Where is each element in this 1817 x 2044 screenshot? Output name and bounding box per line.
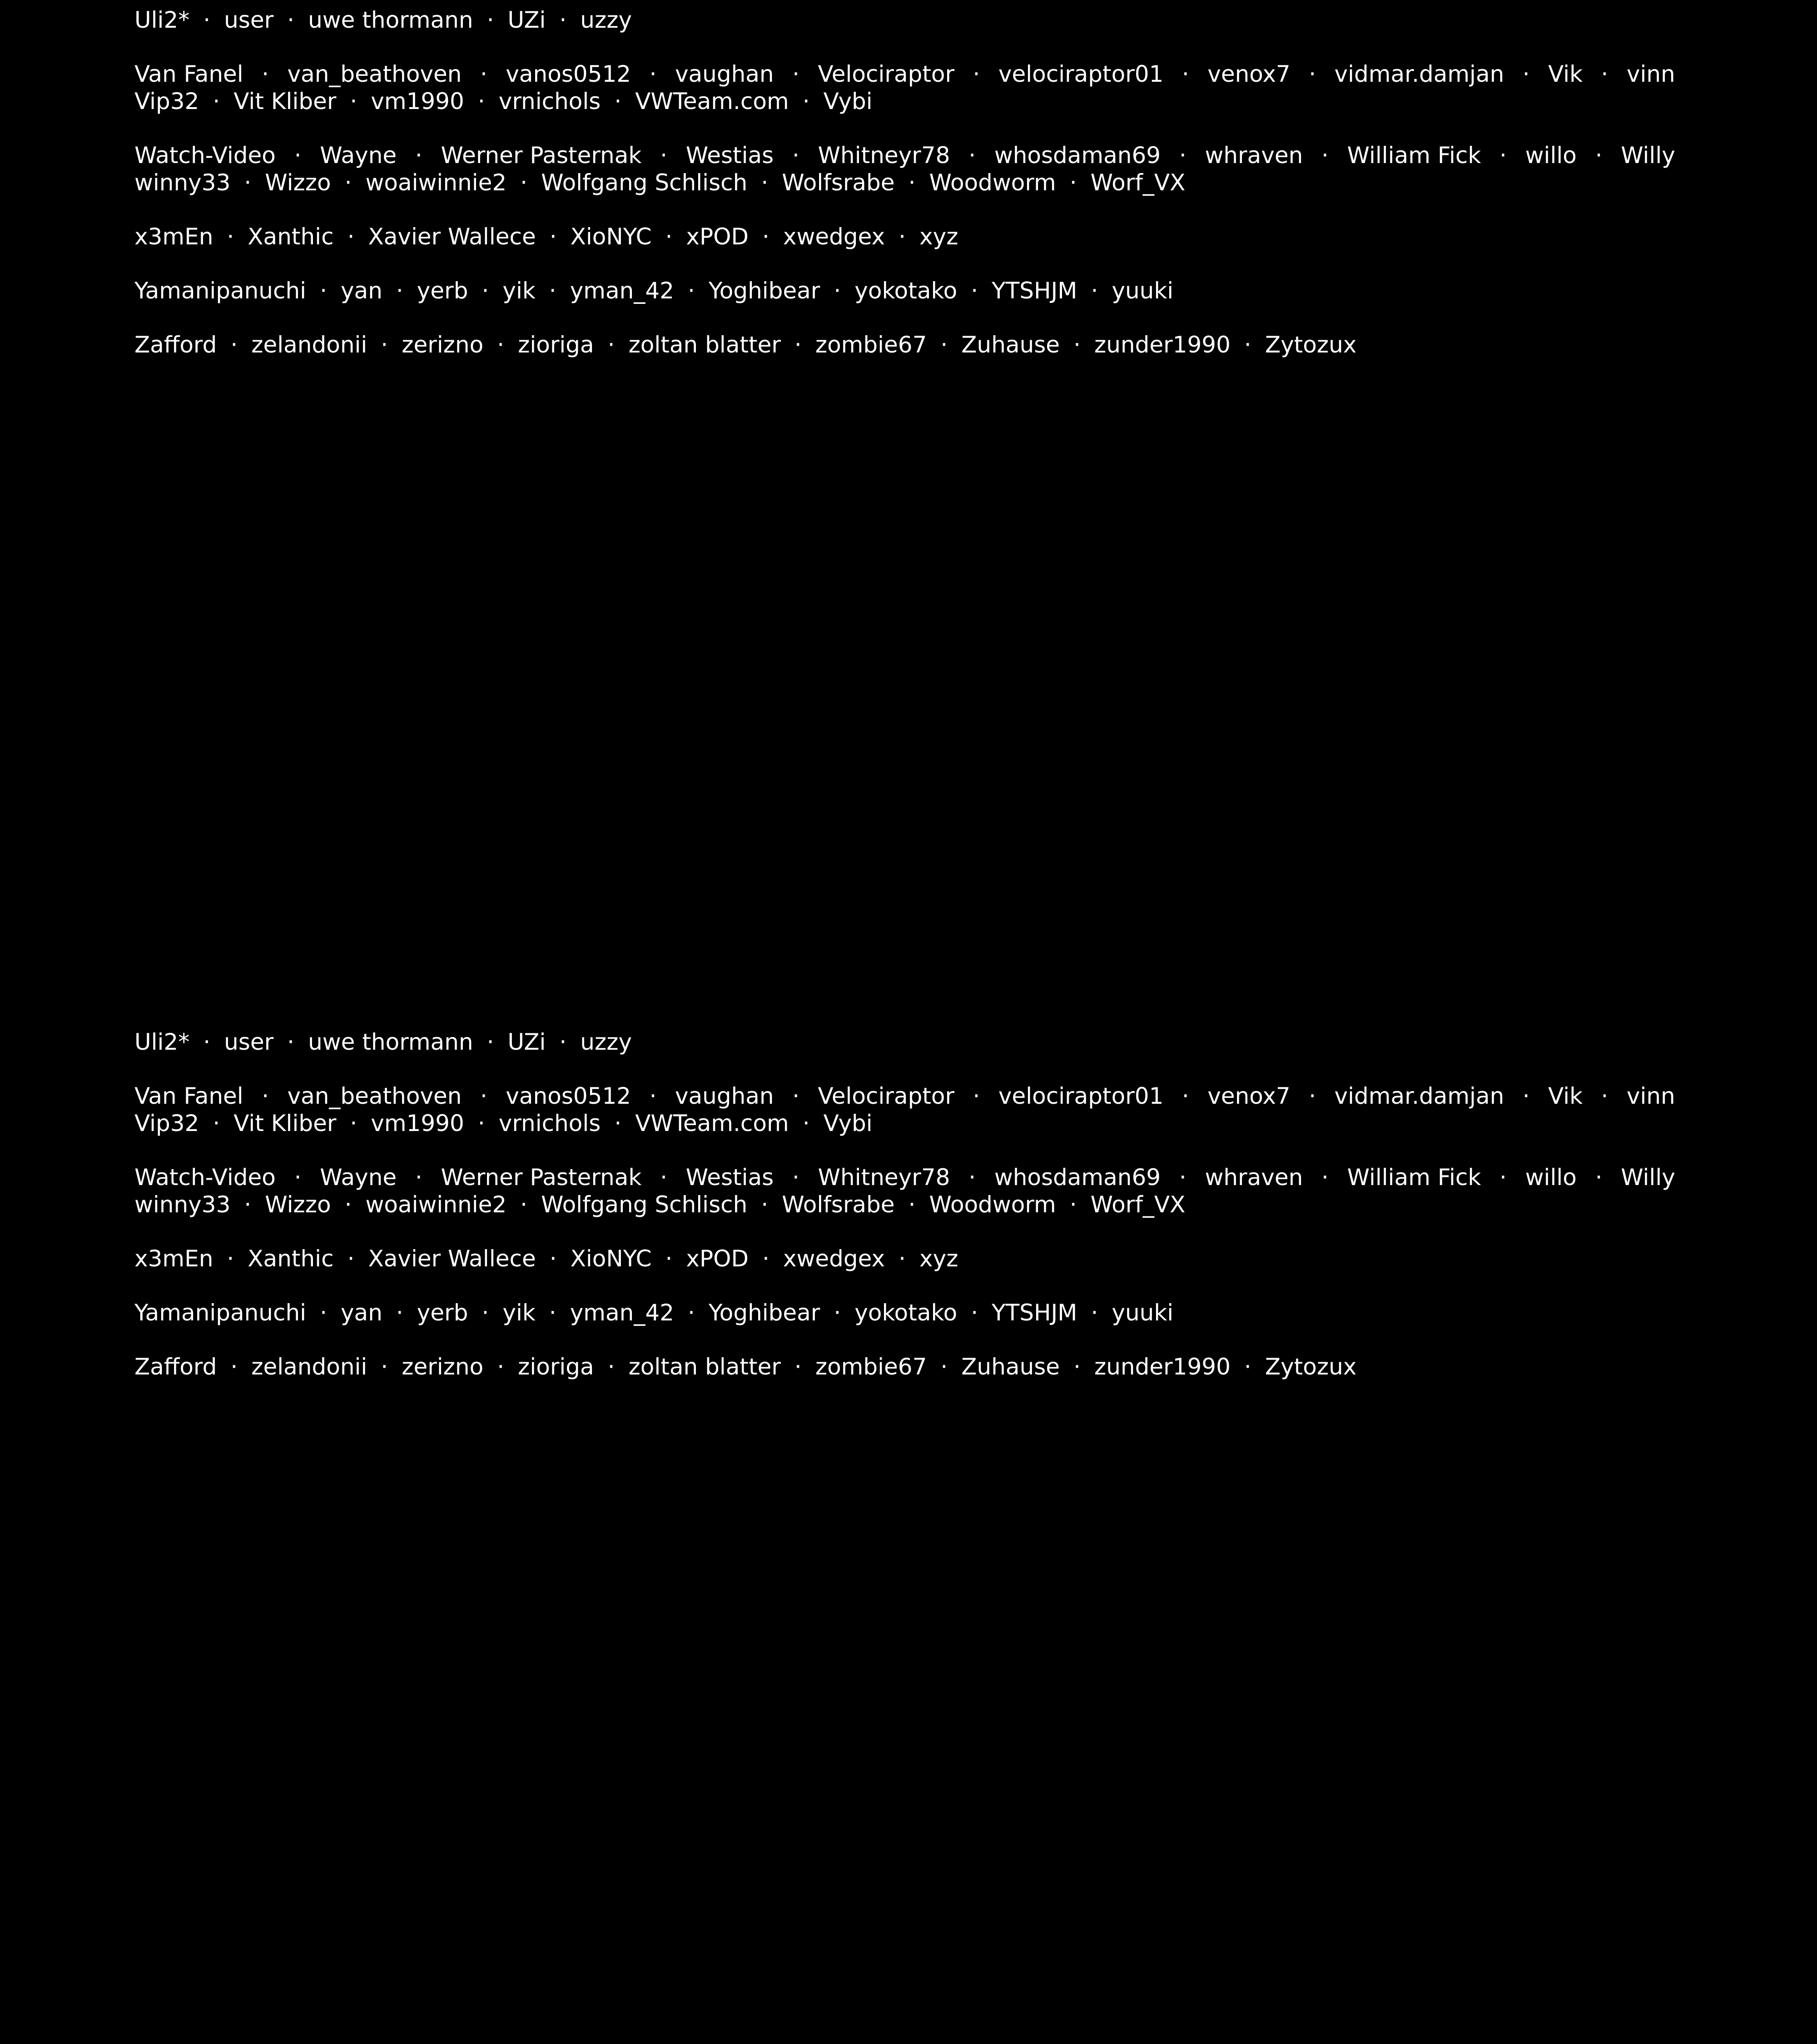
separator-dot: · [1091, 1300, 1098, 1326]
separator-dot: · [614, 88, 622, 114]
separator-dot: · [1601, 61, 1608, 87]
separator-dot: · [607, 1354, 615, 1380]
credit-name: xPOD [686, 223, 749, 250]
separator-dot: · [687, 278, 695, 304]
credit-name: Van Fanel [134, 61, 243, 87]
separator-dot: · [262, 1083, 269, 1109]
separator-dot: · [344, 1191, 352, 1218]
credit-name: Zuhause [961, 332, 1060, 358]
separator-dot: · [230, 332, 238, 358]
credit-name: yman_42 [570, 278, 674, 304]
credit-name: Woodworm [929, 1191, 1056, 1218]
separator-dot: · [1309, 61, 1316, 87]
credit-name: Vit Kliber [233, 1110, 337, 1136]
separator-dot: · [203, 1029, 211, 1055]
credit-name: Wolfsrabe [782, 169, 895, 196]
credit-name: Worf_VX [1090, 169, 1186, 196]
credit-name: user [224, 7, 274, 33]
separator-dot: · [665, 1245, 673, 1272]
credit-name: yan [340, 278, 382, 304]
credit-name: xPOD [686, 1245, 749, 1272]
credit-name: user [224, 1029, 274, 1055]
separator-dot: · [1069, 169, 1077, 196]
separator-dot: · [1182, 1083, 1189, 1109]
credit-group [134, 1028, 1675, 1056]
separator-dot: · [549, 1300, 556, 1326]
credit-name: Yamanipanuchi [134, 1300, 307, 1326]
separator-dot: · [350, 1110, 357, 1136]
separator-dot: · [973, 61, 980, 87]
separator-dot: · [549, 278, 556, 304]
credit-name: zunder1990 [1094, 1354, 1231, 1380]
credit-name: Wizzo [265, 169, 331, 196]
credit-name: zombie67 [815, 1354, 927, 1380]
credit-name: Yamanipanuchi [134, 278, 307, 304]
credit-name: zerizno [402, 332, 484, 358]
separator-dot: · [287, 1029, 295, 1055]
credit-group [134, 6, 1675, 34]
separator-dot: · [792, 1164, 799, 1191]
credit-name: yuuki [1112, 278, 1174, 304]
credit-name: William Fick [1347, 142, 1481, 169]
credit-name: vanos0512 [506, 1083, 631, 1109]
separator-dot: · [802, 88, 810, 114]
credit-group [134, 1299, 1675, 1326]
separator-dot: · [477, 1110, 485, 1136]
credit-line [134, 1245, 1675, 1272]
credit-group [134, 142, 1675, 196]
credit-name: woaiwinnie2 [365, 1191, 507, 1218]
credit-name: Willy [1621, 1164, 1675, 1191]
separator-dot: · [649, 1083, 657, 1109]
credit-name: XioNYC [570, 1245, 652, 1272]
separator-dot: · [762, 223, 769, 250]
credit-name: Watch-Video [134, 142, 276, 169]
credit-name: venox7 [1207, 1083, 1291, 1109]
separator-dot: · [482, 278, 489, 304]
credit-name: zoltan blatter [628, 332, 781, 358]
separator-dot: · [1601, 1083, 1608, 1109]
credit-name: vrnichols [498, 1110, 601, 1136]
credit-line [134, 1082, 1675, 1110]
separator-dot: · [203, 7, 211, 33]
credit-name: Uli2* [134, 7, 190, 33]
separator-dot: · [1244, 332, 1251, 358]
credit-name: winny33 [134, 169, 231, 196]
credit-name: Wolfsrabe [782, 1191, 895, 1218]
separator-dot: · [968, 1164, 976, 1191]
credit-name: yokotako [854, 1300, 958, 1326]
separator-dot: · [1179, 1164, 1187, 1191]
credit-name: Xavier Wallece [368, 1245, 536, 1272]
credit-line [134, 142, 1675, 169]
credit-group [134, 277, 1675, 304]
separator-dot: · [1595, 142, 1603, 169]
credit-name: Zuhause [961, 1354, 1060, 1380]
separator-dot: · [1522, 61, 1530, 87]
credit-name: woaiwinnie2 [365, 169, 507, 196]
credit-name: Woodworm [929, 169, 1056, 196]
credit-group [134, 1245, 1675, 1272]
credits-block-2 [134, 1028, 1675, 1407]
credit-name: yokotako [854, 278, 958, 304]
separator-dot: · [381, 332, 388, 358]
credit-line [134, 88, 1675, 115]
credit-name: vinn [1626, 1083, 1675, 1109]
separator-dot: · [347, 1245, 355, 1272]
separator-dot: · [794, 332, 802, 358]
separator-dot: · [908, 169, 916, 196]
separator-dot: · [649, 61, 657, 87]
credit-name: Xanthic [248, 1245, 334, 1272]
separator-dot: · [350, 88, 357, 114]
separator-dot: · [415, 1164, 422, 1191]
credit-name: yuuki [1112, 1300, 1174, 1326]
credit-line [134, 223, 1675, 250]
credit-name: Whitneyr78 [818, 142, 950, 169]
separator-dot: · [1522, 1083, 1530, 1109]
separator-dot: · [230, 1354, 238, 1380]
separator-dot: · [549, 1245, 557, 1272]
credit-line [134, 1353, 1675, 1380]
separator-dot: · [1499, 142, 1507, 169]
separator-dot: · [607, 332, 615, 358]
credit-name: Wizzo [265, 1191, 331, 1218]
credit-name: whraven [1205, 142, 1303, 169]
separator-dot: · [477, 88, 485, 114]
credit-name: whosdaman69 [994, 142, 1161, 169]
credit-name: zioriga [518, 1354, 594, 1380]
credit-name: Wayne [320, 142, 397, 169]
credit-name: vinn [1626, 61, 1675, 87]
credit-name: van_beathoven [287, 61, 462, 87]
credit-name: zelandonii [251, 1354, 367, 1380]
separator-dot: · [792, 142, 799, 169]
credit-name: vaughan [675, 61, 774, 87]
credit-name: Van Fanel [134, 1083, 243, 1109]
credit-line [134, 1164, 1675, 1191]
separator-dot: · [614, 1110, 622, 1136]
separator-dot: · [802, 1110, 810, 1136]
credit-name: William Fick [1347, 1164, 1481, 1191]
credit-name: Vybi [823, 1110, 873, 1136]
credit-name: vanos0512 [506, 61, 631, 87]
credit-group [134, 1353, 1675, 1380]
separator-dot: · [559, 1029, 567, 1055]
credit-name: xyz [919, 223, 958, 250]
separator-dot: · [497, 1354, 505, 1380]
credit-name: Whitneyr78 [818, 1164, 950, 1191]
separator-dot: · [320, 1300, 327, 1326]
credit-name: vidmar.damjan [1334, 61, 1504, 87]
separator-dot: · [415, 142, 422, 169]
separator-dot: · [940, 332, 948, 358]
separator-dot: · [899, 1245, 906, 1272]
credit-group [134, 223, 1675, 250]
credit-name: YTSHJM [992, 1300, 1077, 1326]
credit-name: xyz [919, 1245, 958, 1272]
separator-dot: · [294, 142, 302, 169]
credit-name: Zytozux [1265, 1354, 1357, 1380]
credit-name: yman_42 [570, 1300, 674, 1326]
separator-dot: · [1321, 142, 1329, 169]
credit-name: zioriga [518, 332, 594, 358]
separator-dot: · [665, 223, 673, 250]
separator-dot: · [971, 1300, 978, 1326]
separator-dot: · [660, 142, 667, 169]
credit-name: xwedgex [783, 1245, 885, 1272]
separator-dot: · [761, 169, 769, 196]
credit-line [134, 169, 1675, 196]
credit-name: Wayne [320, 1164, 397, 1191]
separator-dot: · [792, 61, 799, 87]
credit-name: xwedgex [783, 223, 885, 250]
separator-dot: · [973, 1083, 980, 1109]
separator-dot: · [971, 278, 978, 304]
credit-name: Velociraptor [818, 61, 955, 87]
separator-dot: · [834, 278, 841, 304]
credit-name: whraven [1205, 1164, 1303, 1191]
separator-dot: · [487, 1029, 494, 1055]
credit-line [134, 60, 1675, 88]
credit-name: Xanthic [248, 223, 334, 250]
separator-dot: · [244, 169, 252, 196]
credit-name: vrnichols [498, 88, 601, 114]
credit-name: venox7 [1207, 61, 1291, 87]
separator-dot: · [1091, 278, 1098, 304]
separator-dot: · [227, 1245, 234, 1272]
separator-dot: · [287, 7, 295, 33]
credit-name: vidmar.damjan [1334, 1083, 1504, 1109]
separator-dot: · [1244, 1354, 1251, 1380]
credit-name: Zafford [134, 332, 217, 358]
credit-line [134, 1191, 1675, 1218]
credit-name: XioNYC [570, 223, 652, 250]
credit-name: Zytozux [1265, 332, 1357, 358]
separator-dot: · [687, 1300, 695, 1326]
credit-name: Watch-Video [134, 1164, 276, 1191]
credit-name: UZi [507, 7, 546, 33]
separator-dot: · [794, 1354, 802, 1380]
separator-dot: · [497, 332, 505, 358]
credit-name: zombie67 [815, 332, 927, 358]
credit-group [134, 60, 1675, 115]
credit-name: uwe thormann [308, 1029, 473, 1055]
separator-dot: · [1182, 61, 1189, 87]
credits-block-1 [134, 6, 1675, 385]
credit-name: van_beathoven [287, 1083, 462, 1109]
credit-name: Westias [685, 142, 774, 169]
credit-name: yan [340, 1300, 382, 1326]
separator-dot: · [396, 1300, 403, 1326]
separator-dot: · [480, 1083, 487, 1109]
credit-name: vm1990 [371, 1110, 464, 1136]
credit-line [134, 6, 1675, 34]
credit-name: Vit Kliber [233, 88, 337, 114]
credit-name: Worf_VX [1090, 1191, 1186, 1218]
separator-dot: · [213, 1110, 220, 1136]
separator-dot: · [834, 1300, 841, 1326]
separator-dot: · [244, 1191, 252, 1218]
credit-name: uzzy [580, 7, 632, 33]
credit-name: Werner Pasternak [441, 1164, 642, 1191]
separator-dot: · [520, 1191, 528, 1218]
credit-name: velociraptor01 [998, 61, 1164, 87]
credit-line [134, 331, 1675, 358]
separator-dot: · [1073, 1354, 1081, 1380]
credit-name: Wolfgang Schlisch [541, 169, 748, 196]
separator-dot: · [660, 1164, 667, 1191]
credit-name: Uli2* [134, 1029, 190, 1055]
separator-dot: · [344, 169, 352, 196]
credit-name: vaughan [675, 1083, 774, 1109]
credit-name: zunder1990 [1094, 332, 1231, 358]
separator-dot: · [1309, 1083, 1316, 1109]
separator-dot: · [1499, 1164, 1507, 1191]
separator-dot: · [480, 61, 487, 87]
credit-name: UZi [507, 1029, 546, 1055]
separator-dot: · [899, 223, 906, 250]
separator-dot: · [520, 169, 528, 196]
credit-name: x3mEn [134, 223, 213, 250]
credit-name: zerizno [402, 1354, 484, 1380]
credit-name: Willy [1621, 142, 1675, 169]
credit-name: x3mEn [134, 1245, 213, 1272]
separator-dot: · [294, 1164, 302, 1191]
separator-dot: · [761, 1191, 769, 1218]
credit-name: Zafford [134, 1354, 217, 1380]
credit-name: Yoghibear [708, 278, 820, 304]
credit-name: uzzy [580, 1029, 632, 1055]
separator-dot: · [482, 1300, 489, 1326]
credit-name: Wolfgang Schlisch [541, 1191, 748, 1218]
credit-line [134, 1110, 1675, 1137]
credit-name: YTSHJM [992, 278, 1077, 304]
credit-name: velociraptor01 [998, 1083, 1164, 1109]
separator-dot: · [396, 278, 403, 304]
credit-line [134, 1028, 1675, 1056]
credit-name: Velociraptor [818, 1083, 955, 1109]
credit-name: whosdaman69 [994, 1164, 1161, 1191]
separator-dot: · [1073, 332, 1081, 358]
credit-name: Vik [1548, 61, 1583, 87]
credit-name: vm1990 [371, 88, 464, 114]
separator-dot: · [559, 7, 567, 33]
credit-name: Vik [1548, 1083, 1583, 1109]
credit-name: yerb [417, 1300, 468, 1326]
credit-name: willo [1525, 142, 1577, 169]
separator-dot: · [762, 1245, 769, 1272]
credit-name: willo [1525, 1164, 1577, 1191]
separator-dot: · [940, 1354, 948, 1380]
separator-dot: · [908, 1191, 916, 1218]
credit-name: zoltan blatter [628, 1354, 781, 1380]
separator-dot: · [262, 61, 269, 87]
separator-dot: · [213, 88, 220, 114]
separator-dot: · [320, 278, 327, 304]
credit-name: VWTeam.com [635, 1110, 789, 1136]
credit-name: Vip32 [134, 1110, 199, 1136]
separator-dot: · [792, 1083, 799, 1109]
credit-group [134, 1082, 1675, 1137]
separator-dot: · [1069, 1191, 1077, 1218]
credit-name: Werner Pasternak [441, 142, 642, 169]
separator-dot: · [227, 223, 234, 250]
credit-group [134, 331, 1675, 358]
credit-name: uwe thormann [308, 7, 473, 33]
separator-dot: · [1179, 142, 1187, 169]
credit-name: Xavier Wallece [368, 223, 536, 250]
credit-name: Vybi [823, 88, 873, 114]
credit-name: yerb [417, 278, 468, 304]
separator-dot: · [487, 7, 494, 33]
separator-dot: · [347, 223, 355, 250]
credit-name: Vip32 [134, 88, 199, 114]
credit-line [134, 277, 1675, 304]
credit-name: yik [502, 1300, 536, 1326]
credit-name: VWTeam.com [635, 88, 789, 114]
separator-dot: · [968, 142, 976, 169]
separator-dot: · [1595, 1164, 1603, 1191]
separator-dot: · [549, 223, 557, 250]
credit-name: winny33 [134, 1191, 231, 1218]
separator-dot: · [1321, 1164, 1329, 1191]
credit-name: zelandonii [251, 332, 367, 358]
credit-name: Yoghibear [708, 1300, 820, 1326]
credit-name: Westias [685, 1164, 774, 1191]
credit-name: yik [502, 278, 536, 304]
separator-dot: · [381, 1354, 388, 1380]
credit-group [134, 1164, 1675, 1218]
credit-line [134, 1299, 1675, 1326]
